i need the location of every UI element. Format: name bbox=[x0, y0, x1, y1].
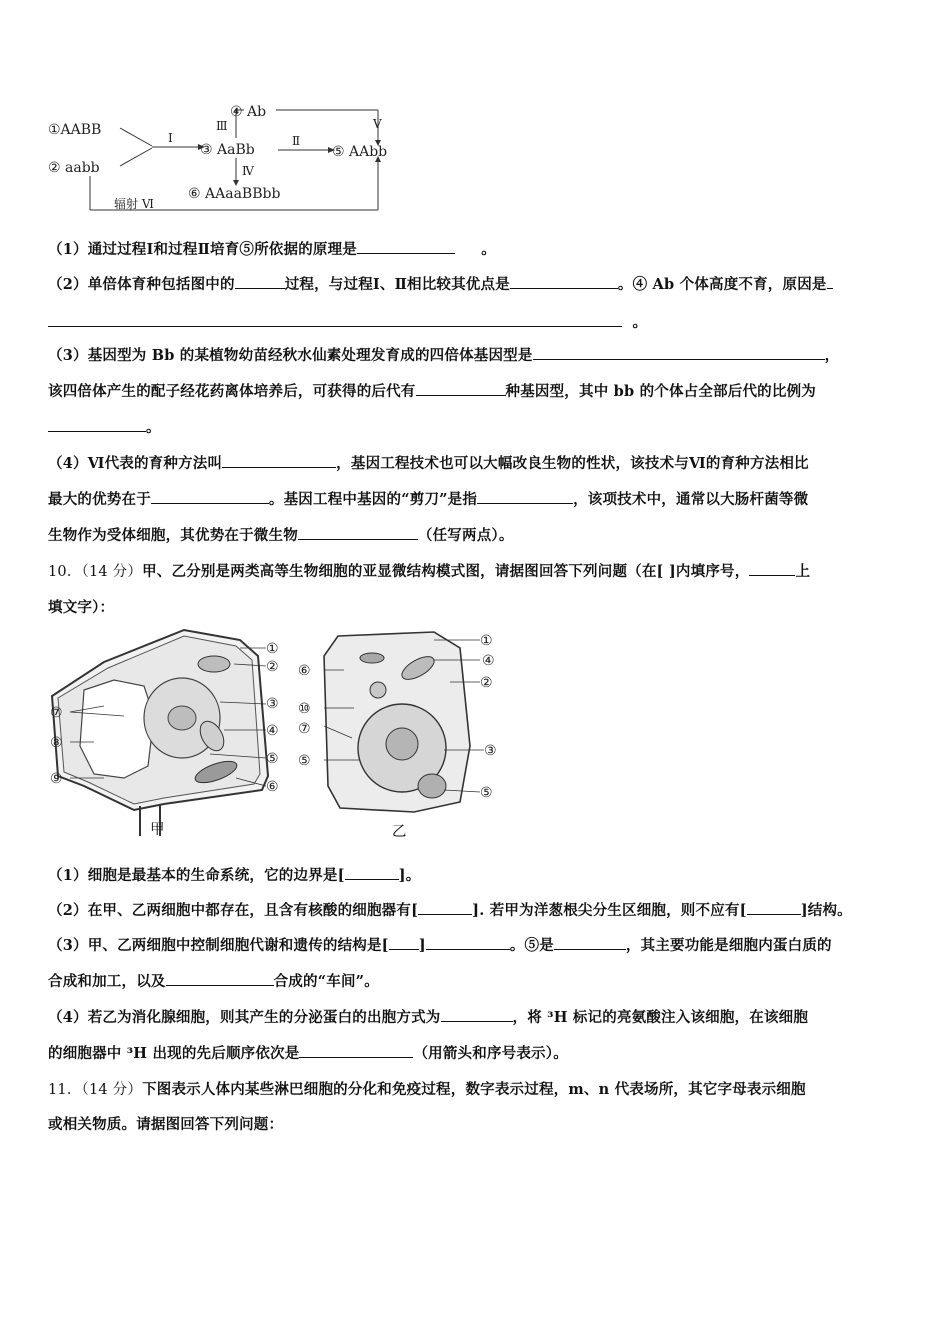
step-4: Ⅳ bbox=[242, 164, 254, 178]
node-2: ② aabb bbox=[48, 160, 100, 176]
q11-intro2: 或相关物质。请据图回答下列问题： bbox=[48, 1116, 284, 1133]
animal-label-10: ⑩ bbox=[298, 701, 311, 717]
q11-intro: 11．（14 分）下图表示人体内某些淋巴细胞的分化和免疫过程，数字表示过程，m、n 代表场所，其它字母表示细胞 bbox=[48, 1081, 806, 1098]
q9-part4: （4）Ⅵ代表的育种方法叫 ，基因工程技术也可以大幅改良生物的性状，该技术与Ⅵ的育种方法相比 bbox=[48, 455, 809, 472]
node-6: ⑥ AAaaBBbb bbox=[188, 186, 281, 202]
q10-part2: （2）在甲、乙两细胞中都存在，且含有核酸的细胞器有[ ]. 若甲为洋葱根尖分生区细胞，则不应有[ ]结构。 bbox=[48, 902, 852, 919]
plant-label-6: ⑥ bbox=[266, 779, 279, 795]
q10-part4-cont: 的细胞器中 ³H 出现的先后顺序依次是 （用箭头和序号表示）。 bbox=[48, 1045, 568, 1062]
q10-part3-cont: 合成和加工，以及 合成的“车间”。 bbox=[48, 973, 379, 990]
node-5: ⑤ AAbb bbox=[332, 144, 388, 160]
animal-cell-diagram bbox=[294, 626, 508, 820]
animal-label-4: ④ bbox=[482, 653, 495, 669]
q9-part2: （2）单倍体育种包括图中的 过程，与过程Ⅰ、Ⅱ相比较其优点是 。④ Ab 个体高度不育，原因是 bbox=[48, 273, 833, 294]
plant-label-7: ⑦ bbox=[50, 705, 63, 721]
node-1: ①AABB bbox=[48, 122, 102, 138]
animal-label-3: ③ bbox=[484, 743, 497, 759]
q10-part3: （3）甲、乙两细胞中控制细胞代谢和遗传的结构是[ ] 。⑤是 ，其主要功能是细胞内蛋白质的 bbox=[48, 937, 832, 954]
plant-label-3: ③ bbox=[266, 696, 279, 712]
q9-part3-cont: 该四倍体产生的配子经花药离体培养后，可获得的后代有 种基因型，其中 bb 的个体占全部后代的比例为 bbox=[48, 383, 816, 400]
animal-cell-caption: 乙 bbox=[392, 824, 407, 840]
q9-part2-cont: 。 bbox=[48, 311, 647, 332]
step-1: I bbox=[168, 131, 173, 145]
step-5: V bbox=[373, 117, 382, 131]
q9-part3: （3）基因型为 Bb 的某植物幼苗经秋水仙素处理发育成的四倍体基因型是 ， bbox=[48, 347, 840, 364]
q10-part1: （1）细胞是最基本的生命系统，它的边界是[ ]。 bbox=[48, 867, 421, 884]
animal-label-5a: ⑤ bbox=[298, 753, 311, 769]
animal-label-2: ② bbox=[480, 675, 493, 691]
breeding-diagram bbox=[40, 98, 420, 218]
step-2: Ⅱ bbox=[292, 134, 301, 148]
q10-intro2: 填文字）： bbox=[48, 599, 115, 616]
step-3: Ⅲ bbox=[216, 119, 228, 133]
plant-label-9: ⑨ bbox=[50, 771, 63, 787]
node-4: ④ Ab bbox=[230, 104, 267, 120]
animal-label-1: ① bbox=[480, 633, 493, 649]
q10-intro: 10．（14 分）甲、乙分别是两类高等生物细胞的亚显微结构模式图，请据图回答下列问题（在[ ]内填序号， 上 bbox=[48, 563, 811, 580]
plant-label-5: ⑤ bbox=[266, 751, 279, 767]
q10-part4: （4）若乙为消化腺细胞，则其产生的分泌蛋白的出胞方式为 ，将 ³H 标记的亮氨酸注入该细胞，在该细胞 bbox=[48, 1009, 809, 1026]
q9-part4-end: 生物作为受体细胞，其优势在于微生物 （任写两点）。 bbox=[48, 527, 514, 544]
q9-part4-cont: 最大的优势在于 。基因工程中基因的“剪刀”是指 ，该项技术中，通常以大肠杆菌等微 bbox=[48, 491, 809, 508]
q9-part3-end: 。 bbox=[48, 416, 161, 437]
plant-cell-diagram bbox=[44, 626, 288, 838]
plant-label-1: ① bbox=[266, 641, 279, 657]
q9-part1: （1）通过过程Ⅰ和过程Ⅱ培育⑤所依据的原理是 。 bbox=[48, 241, 496, 258]
step-6: 辐射 Ⅵ bbox=[114, 197, 154, 211]
node-3: ③ AaBb bbox=[200, 142, 255, 158]
animal-label-5b: ⑤ bbox=[480, 785, 493, 801]
animal-label-7: ⑦ bbox=[298, 721, 311, 737]
plant-label-4: ④ bbox=[266, 723, 279, 739]
animal-label-6: ⑥ bbox=[298, 663, 311, 679]
plant-cell-caption: 甲 bbox=[150, 822, 165, 838]
plant-label-2: ② bbox=[266, 659, 279, 675]
plant-label-8: ⑧ bbox=[50, 735, 63, 751]
